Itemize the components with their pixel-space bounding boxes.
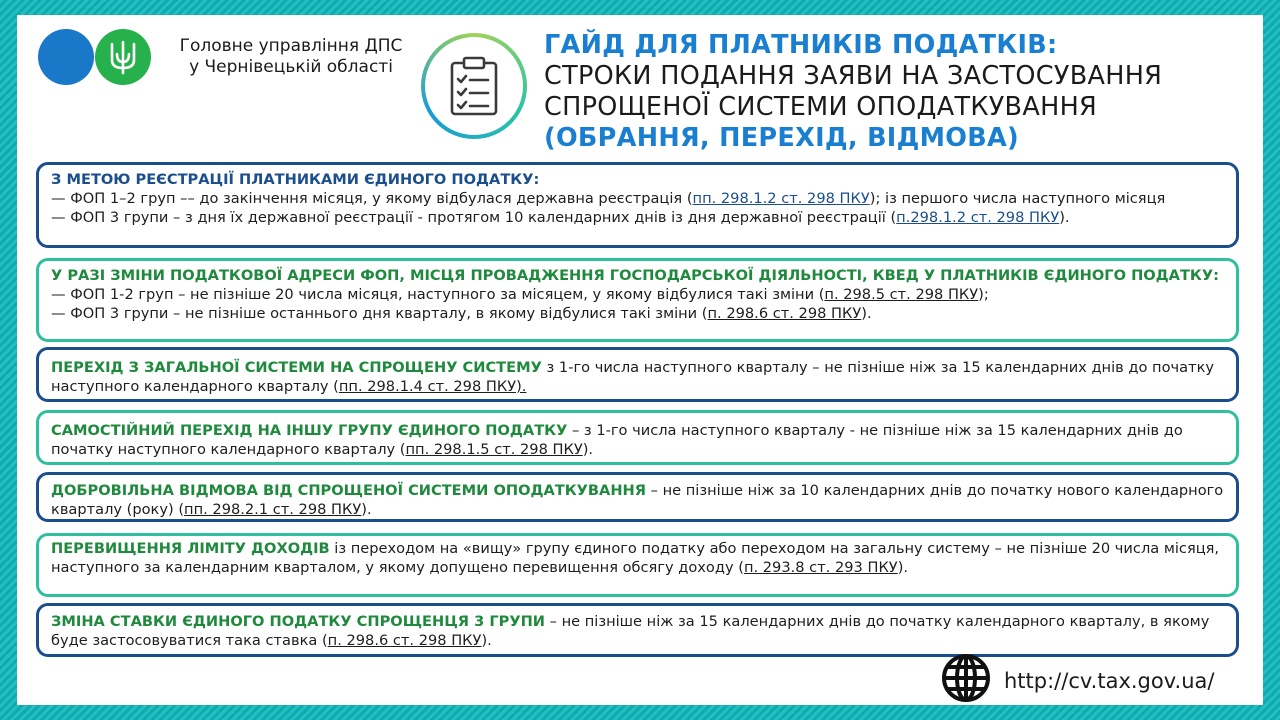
section-text: ). xyxy=(582,441,594,458)
law-reference-link[interactable]: пп. 298.1.4 ст. 298 ПКУ). xyxy=(338,378,527,395)
law-reference-link[interactable]: п. 298.6 ст. 298 ПКУ xyxy=(327,632,482,649)
section-text: ). xyxy=(481,632,492,649)
section-registration xyxy=(36,162,1239,248)
section-voluntary-refusal xyxy=(36,472,1239,522)
section-heading: ПЕРЕХІД З ЗАГАЛЬНОЇ СИСТЕМИ НА СПРОЩЕНУ СИСТЕМУ xyxy=(51,359,542,376)
law-reference-link[interactable]: пп. 298.1.2 ст. 298 ПКУ xyxy=(692,190,870,207)
law-reference-link[interactable]: п. 298.6 ст. 298 ПКУ xyxy=(707,305,862,322)
item-text: — ФОП 3 групи – з дня їх державної реєстрації - протягом 10 календарних днів із дня державної реєстрації ( xyxy=(51,209,897,226)
section-heading: З МЕТОЮ РЕЄСТРАЦІЇ ПЛАТНИКАМИ ЄДИНОГО ПОДАТКУ: xyxy=(51,171,540,188)
dps-logo-blue-circle xyxy=(38,29,94,85)
section-text: – з 1-го числа наступного кварталу - не пізніше ніж за 15 календарних днів до початку наступного календарного кварталу ( xyxy=(51,422,1183,458)
list-item xyxy=(51,304,1224,323)
organization-line-1: Головне управління ДПС xyxy=(179,36,403,56)
section-text: з 1-го числа наступного кварталу – не пізніше ніж за 15 календарних днів до початку наступного календарного кварталу ( xyxy=(51,359,1215,395)
section-address-change xyxy=(36,258,1239,342)
item-text: ); xyxy=(978,286,989,303)
title-line-1: ГАЙД ДЛЯ ПЛАТНИКІВ ПОДАТКІВ: xyxy=(544,30,1058,60)
law-reference-link[interactable]: п. 298.5 ст. 298 ПКУ xyxy=(824,286,979,303)
law-reference-link[interactable]: п.298.1.2 ст. 298 ПКУ xyxy=(896,209,1060,226)
page-title xyxy=(544,30,1254,154)
section-income-limit xyxy=(36,533,1239,597)
organization-line-2: у Чернівецькій області xyxy=(189,57,393,77)
item-text: ); із першого числа наступного місяця xyxy=(869,190,1166,207)
title-line-2: СТРОКИ ПОДАННЯ ЗАЯВИ НА ЗАСТОСУВАННЯ xyxy=(544,61,1163,91)
law-reference-link[interactable]: пп. 298.1.5 ст. 298 ПКУ xyxy=(405,441,583,458)
item-text: — ФОП 1-2 груп – не пізніше 20 числа місяця, наступного за місяцем, у якому відбулися такі зміни ( xyxy=(51,286,825,303)
list-item xyxy=(51,189,1224,208)
section-heading: У РАЗІ ЗМІНИ ПОДАТКОВОЇ АДРЕСИ ФОП, МІСЦЯ ПРОВАДЖЕННЯ ГОСПОДАРСЬКОЇ ДІЯЛЬНОСТІ, КВЕД У ПЛАТНИКІВ ЄДИНОГО ПОДАТКУ: xyxy=(51,267,1219,284)
section-text: – не пізніше ніж за 10 календарних днів до початку нового календарного кварталу (року) ( xyxy=(51,482,1224,518)
section-heading: ДОБРОВІЛЬНА ВІДМОВА ВІД СПРОЩЕНОЇ СИСТЕМИ ОПОДАТКУВАННЯ xyxy=(51,482,647,499)
item-text: ). xyxy=(1059,209,1070,226)
checklist-emblem xyxy=(421,33,527,139)
organization-name xyxy=(156,36,426,78)
globe-icon xyxy=(940,652,992,704)
title-line-3: СПРОЩЕНОЇ СИСТЕМИ ОПОДАТКУВАННЯ xyxy=(544,92,1098,122)
section-rate-change xyxy=(36,603,1239,657)
item-text: — ФОП 3 групи – не пізніше останнього дня кварталу, в якому відбулися такі зміни ( xyxy=(51,305,708,322)
section-heading: САМОСТІЙНИЙ ПЕРЕХІД НА ІНШУ ГРУПУ ЄДИНОГО ПОДАТКУ xyxy=(51,422,568,439)
law-reference-link[interactable]: пп. 298.2.1 ст. 298 ПКУ xyxy=(184,501,362,518)
website-link[interactable]: http://cv.tax.gov.ua/ xyxy=(1004,669,1215,693)
dps-logo-green-circle xyxy=(95,29,151,85)
title-line-4: (ОБРАННЯ, ПЕРЕХІД, ВІДМОВА) xyxy=(544,123,1019,153)
section-heading: ПЕРЕВИЩЕННЯ ЛІМІТУ ДОХОДІВ xyxy=(51,540,330,557)
item-text: ). xyxy=(861,305,872,322)
section-general-to-simplified xyxy=(36,347,1239,402)
clipboard-checklist-icon xyxy=(447,55,501,117)
section-text: ). xyxy=(361,501,372,518)
section-group-change xyxy=(36,410,1239,465)
section-text: із переходом на «вищу» групу єдиного податку або переходом на загальну систему – не пізніше 20 числа місяця, наступного за календарним кварталом, у якому допущено перевищення обсягу доходу ( xyxy=(51,540,1220,576)
section-heading: ЗМІНА СТАВКИ ЄДИНОГО ПОДАТКУ СПРОЩЕНЦЯ 3 ГРУПИ xyxy=(51,613,545,630)
item-text: — ФОП 1–2 груп –– до закінчення місяця, у якому відбулася державна реєстрація ( xyxy=(51,190,693,207)
law-reference-link[interactable]: п. 293.8 ст. 293 ПКУ xyxy=(743,559,898,576)
section-text: – не пізніше ніж за 15 календарних днів до початку календарного кварталу, в якому буде застосовуватися така ставка ( xyxy=(51,613,1210,649)
list-item xyxy=(51,285,1224,304)
section-text: ). xyxy=(897,559,909,576)
list-item xyxy=(51,208,1224,227)
trident-icon xyxy=(108,38,138,76)
